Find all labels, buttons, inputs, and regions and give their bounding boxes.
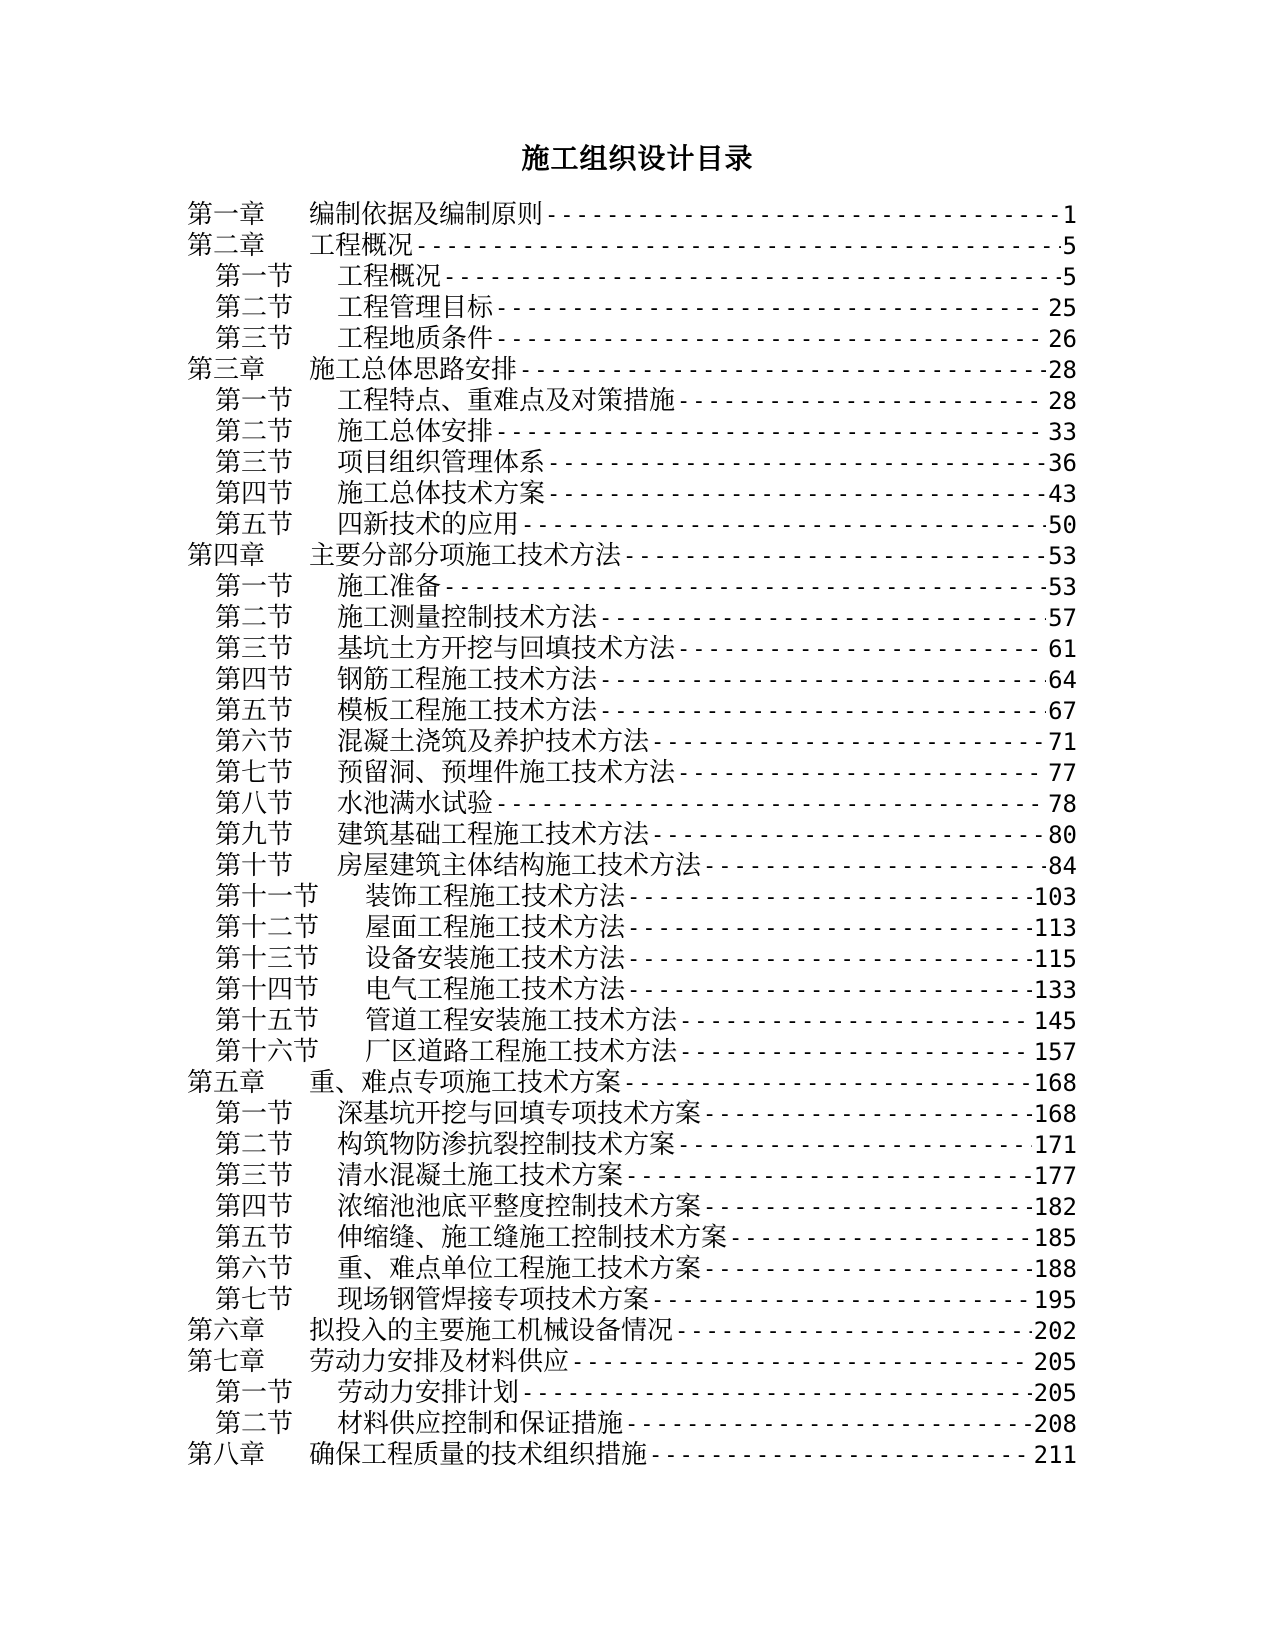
toc-entry-number: 第二节: [215, 603, 294, 633]
toc-section-entry: [187, 1099, 1077, 1130]
toc-entry-title: 确保工程质量的技术组织措施: [309, 1440, 648, 1470]
toc-entry-number: 第三节: [215, 1161, 294, 1191]
toc-entry-title: 基坑土方开挖与回填技术方法: [337, 634, 676, 664]
toc-entry-title: 重、难点单位工程施工技术方案: [337, 1254, 702, 1284]
toc-dash-leader: [627, 882, 1032, 913]
toc-entry-number: 第十六节: [215, 1037, 320, 1067]
toc-entry-page: 50: [1048, 511, 1077, 539]
table-of-contents: [187, 200, 1077, 1471]
toc-entry-title: 编制依据及编制原则: [309, 200, 544, 230]
toc-dash-leader: [443, 572, 1046, 603]
toc-dash-leader: [651, 1285, 1032, 1316]
toc-entry-number: 第一节: [215, 1099, 294, 1129]
toc-section-entry: [187, 417, 1077, 448]
toc-entry-page: 1: [1062, 201, 1077, 229]
toc-dash-leader: [627, 913, 1032, 944]
toc-entry-page: 205: [1033, 1379, 1077, 1407]
toc-entry-number: 第七节: [215, 758, 294, 788]
toc-dash-leader: [703, 1099, 1032, 1130]
toc-entry-title: 重、难点专项施工技术方案: [309, 1068, 622, 1098]
toc-section-entry: [187, 572, 1077, 603]
toc-entry-page: 57: [1048, 604, 1077, 632]
toc-entry-number: 第八章: [187, 1440, 266, 1470]
toc-entry-title: 建筑基础工程施工技术方法: [337, 820, 650, 850]
toc-section-entry: [187, 479, 1077, 510]
toc-entry-number: 第十四节: [215, 975, 320, 1005]
toc-section-entry: [187, 975, 1077, 1006]
toc-section-entry: [187, 820, 1077, 851]
toc-dash-leader: [495, 324, 1046, 355]
toc-entry-number: 第三节: [215, 634, 294, 664]
toc-section-entry: [187, 1037, 1077, 1068]
toc-entry-number: 第四节: [215, 1192, 294, 1222]
toc-dash-leader: [677, 386, 1046, 417]
toc-dash-leader: [443, 262, 1061, 293]
toc-dash-leader: [495, 417, 1046, 448]
toc-entry-title: 劳动力安排及材料供应: [309, 1347, 570, 1377]
toc-entry-title: 浓缩池池底平整度控制技术方案: [337, 1192, 702, 1222]
toc-dash-leader: [677, 634, 1046, 665]
toc-entry-number: 第二节: [215, 1130, 294, 1160]
toc-entry-page: 36: [1048, 449, 1077, 477]
toc-dash-leader: [599, 696, 1046, 727]
toc-section-entry: [187, 1409, 1077, 1440]
toc-entry-number: 第四章: [187, 541, 266, 571]
toc-chapter-entry: [187, 200, 1077, 231]
toc-entry-title: 施工总体技术方案: [337, 479, 546, 509]
toc-dash-leader: [627, 975, 1032, 1006]
toc-entry-number: 第六节: [215, 1254, 294, 1284]
toc-entry-number: 第十二节: [215, 913, 320, 943]
toc-entry-number: 第二节: [215, 417, 294, 447]
toc-dash-leader: [599, 603, 1046, 634]
toc-section-entry: [187, 1378, 1077, 1409]
toc-entry-number: 第二节: [215, 293, 294, 323]
toc-entry-page: 5: [1062, 263, 1077, 291]
toc-entry-title: 屋面工程施工技术方法: [365, 913, 626, 943]
toc-section-entry: [187, 603, 1077, 634]
toc-entry-number: 第六章: [187, 1316, 266, 1346]
toc-entry-number: 第六节: [215, 727, 294, 757]
toc-section-entry: [187, 1161, 1077, 1192]
toc-entry-page: 64: [1048, 666, 1077, 694]
toc-dash-leader: [623, 1068, 1032, 1099]
toc-dash-leader: [547, 448, 1046, 479]
toc-entry-page: 61: [1048, 635, 1077, 663]
toc-entry-number: 第三章: [187, 355, 266, 385]
toc-entry-page: 113: [1033, 914, 1077, 942]
toc-entry-page: 26: [1048, 325, 1077, 353]
toc-section-entry: [187, 448, 1077, 479]
toc-dash-leader: [675, 1316, 1032, 1347]
toc-entry-title: 工程概况: [309, 231, 414, 261]
toc-dash-leader: [677, 758, 1046, 789]
toc-section-entry: [187, 882, 1077, 913]
toc-dash-leader: [703, 1254, 1032, 1285]
toc-entry-title: 混凝土浇筑及养护技术方法: [337, 727, 650, 757]
toc-entry-number: 第二章: [187, 231, 266, 261]
toc-entry-title: 水池满水试验: [337, 789, 494, 819]
toc-entry-page: 28: [1048, 356, 1077, 384]
toc-entry-page: 168: [1033, 1069, 1077, 1097]
toc-chapter-entry: [187, 1347, 1077, 1378]
toc-dash-leader: [651, 820, 1046, 851]
toc-section-entry: [187, 1285, 1077, 1316]
toc-entry-page: 133: [1033, 976, 1077, 1004]
toc-section-entry: [187, 1006, 1077, 1037]
toc-chapter-entry: [187, 355, 1077, 386]
toc-entry-number: 第五节: [215, 510, 294, 540]
toc-dash-leader: [625, 1409, 1032, 1440]
toc-dash-leader: [703, 851, 1046, 882]
toc-entry-page: 202: [1033, 1317, 1077, 1345]
toc-dash-leader: [677, 1130, 1032, 1161]
toc-section-entry: [187, 1192, 1077, 1223]
toc-entry-page: 188: [1033, 1255, 1077, 1283]
toc-entry-number: 第一节: [215, 386, 294, 416]
toc-entry-page: 78: [1048, 790, 1077, 818]
toc-dash-leader: [547, 479, 1046, 510]
toc-entry-page: 115: [1033, 945, 1077, 973]
toc-dash-leader: [599, 665, 1046, 696]
toc-entry-title: 主要分部分项施工技术方法: [309, 541, 622, 571]
toc-section-entry: [187, 696, 1077, 727]
toc-entry-page: 71: [1048, 728, 1077, 756]
toc-section-entry: [187, 386, 1077, 417]
toc-chapter-entry: [187, 541, 1077, 572]
toc-entry-number: 第二节: [215, 1409, 294, 1439]
toc-entry-title: 施工总体安排: [337, 417, 494, 447]
toc-entry-number: 第五节: [215, 696, 294, 726]
toc-dash-leader: [415, 231, 1061, 262]
toc-dash-leader: [625, 1161, 1032, 1192]
toc-entry-page: 53: [1048, 542, 1077, 570]
toc-entry-number: 第八节: [215, 789, 294, 819]
toc-entry-page: 205: [1033, 1348, 1077, 1376]
toc-entry-page: 208: [1033, 1410, 1077, 1438]
toc-entry-title: 装饰工程施工技术方法: [365, 882, 626, 912]
toc-entry-title: 劳动力安排计划: [337, 1378, 520, 1408]
toc-entry-page: 5: [1062, 232, 1077, 260]
toc-chapter-entry: [187, 231, 1077, 262]
toc-entry-title: 电气工程施工技术方法: [365, 975, 626, 1005]
toc-entry-number: 第五章: [187, 1068, 266, 1098]
toc-dash-leader: [521, 1378, 1032, 1409]
toc-entry-page: 171: [1033, 1131, 1077, 1159]
toc-entry-number: 第三节: [215, 448, 294, 478]
toc-entry-page: 211: [1033, 1441, 1077, 1469]
toc-entry-number: 第四节: [215, 665, 294, 695]
toc-entry-title: 伸缩缝、施工缝施工控制技术方案: [337, 1223, 728, 1253]
toc-dash-leader: [651, 727, 1046, 758]
toc-entry-number: 第七节: [215, 1285, 294, 1315]
toc-entry-title: 房屋建筑主体结构施工技术方法: [337, 851, 702, 881]
toc-dash-leader: [519, 355, 1046, 386]
toc-dash-leader: [679, 1006, 1032, 1037]
toc-entry-title: 管道工程安装施工技术方法: [365, 1006, 678, 1036]
toc-chapter-entry: [187, 1068, 1077, 1099]
toc-entry-title: 工程管理目标: [337, 293, 494, 323]
toc-entry-title: 设备安装施工技术方法: [365, 944, 626, 974]
toc-entry-page: 185: [1033, 1224, 1077, 1252]
toc-section-entry: [187, 634, 1077, 665]
toc-entry-page: 33: [1048, 418, 1077, 446]
toc-entry-title: 工程特点、重难点及对策措施: [337, 386, 676, 416]
toc-section-entry: [187, 293, 1077, 324]
toc-entry-page: 77: [1048, 759, 1077, 787]
toc-section-entry: [187, 510, 1077, 541]
toc-dash-leader: [545, 200, 1061, 231]
toc-entry-number: 第五节: [215, 1223, 294, 1253]
toc-dash-leader: [649, 1440, 1032, 1471]
toc-entry-title: 构筑物防渗抗裂控制技术方案: [337, 1130, 676, 1160]
toc-entry-page: 80: [1048, 821, 1077, 849]
toc-entry-title: 材料供应控制和保证措施: [337, 1409, 624, 1439]
toc-dash-leader: [623, 541, 1046, 572]
toc-entry-number: 第七章: [187, 1347, 266, 1377]
toc-section-entry: [187, 789, 1077, 820]
toc-entry-number: 第十一节: [215, 882, 320, 912]
toc-entry-title: 现场钢管焊接专项技术方案: [337, 1285, 650, 1315]
toc-dash-leader: [571, 1347, 1032, 1378]
toc-entry-page: 168: [1033, 1100, 1077, 1128]
toc-entry-number: 第九节: [215, 820, 294, 850]
toc-entry-title: 预留洞、预埋件施工技术方法: [337, 758, 676, 788]
toc-entry-number: 第一章: [187, 200, 266, 230]
toc-entry-page: 28: [1048, 387, 1077, 415]
toc-entry-page: 103: [1033, 883, 1077, 911]
toc-section-entry: [187, 1223, 1077, 1254]
toc-dash-leader: [679, 1037, 1032, 1068]
toc-dash-leader: [521, 510, 1046, 541]
toc-section-entry: [187, 944, 1077, 975]
toc-entry-title: 钢筋工程施工技术方法: [337, 665, 598, 695]
toc-section-entry: [187, 324, 1077, 355]
toc-dash-leader: [627, 944, 1032, 975]
toc-section-entry: [187, 851, 1077, 882]
toc-entry-title: 拟投入的主要施工机械设备情况: [309, 1316, 674, 1346]
toc-entry-number: 第十三节: [215, 944, 320, 974]
toc-entry-title: 四新技术的应用: [337, 510, 520, 540]
toc-entry-page: 157: [1033, 1038, 1077, 1066]
toc-section-entry: [187, 262, 1077, 293]
page-title: 施工组织设计目录: [521, 142, 754, 175]
toc-entry-page: 145: [1033, 1007, 1077, 1035]
toc-entry-title: 清水混凝土施工技术方案: [337, 1161, 624, 1191]
toc-entry-page: 182: [1033, 1193, 1077, 1221]
toc-entry-title: 施工准备: [337, 572, 442, 602]
toc-entry-page: 53: [1048, 573, 1077, 601]
toc-section-entry: [187, 913, 1077, 944]
toc-entry-title: 项目组织管理体系: [337, 448, 546, 478]
toc-entry-page: 177: [1033, 1162, 1077, 1190]
toc-entry-number: 第一节: [215, 1378, 294, 1408]
toc-entry-page: 43: [1048, 480, 1077, 508]
toc-section-entry: [187, 1130, 1077, 1161]
toc-chapter-entry: [187, 1316, 1077, 1347]
toc-entry-number: 第一节: [215, 262, 294, 292]
toc-section-entry: [187, 727, 1077, 758]
toc-section-entry: [187, 665, 1077, 696]
toc-entry-number: 第十节: [215, 851, 294, 881]
toc-chapter-entry: [187, 1440, 1077, 1471]
toc-entry-title: 深基坑开挖与回填专项技术方案: [337, 1099, 702, 1129]
toc-dash-leader: [703, 1192, 1032, 1223]
toc-entry-title: 模板工程施工技术方法: [337, 696, 598, 726]
toc-entry-number: 第一节: [215, 572, 294, 602]
toc-entry-number: 第十五节: [215, 1006, 320, 1036]
toc-entry-number: 第三节: [215, 324, 294, 354]
toc-section-entry: [187, 1254, 1077, 1285]
toc-entry-page: 84: [1048, 852, 1077, 880]
toc-entry-title: 工程地质条件: [337, 324, 494, 354]
toc-dash-leader: [495, 789, 1046, 820]
toc-entry-page: 67: [1048, 697, 1077, 725]
toc-entry-title: 施工测量控制技术方法: [337, 603, 598, 633]
toc-entry-page: 195: [1033, 1286, 1077, 1314]
toc-dash-leader: [495, 293, 1046, 324]
toc-entry-number: 第四节: [215, 479, 294, 509]
toc-entry-title: 工程概况: [337, 262, 442, 292]
toc-entry-title: 厂区道路工程施工技术方法: [365, 1037, 678, 1067]
toc-dash-leader: [729, 1223, 1032, 1254]
toc-entry-title: 施工总体思路安排: [309, 355, 518, 385]
toc-entry-page: 25: [1048, 294, 1077, 322]
toc-section-entry: [187, 758, 1077, 789]
